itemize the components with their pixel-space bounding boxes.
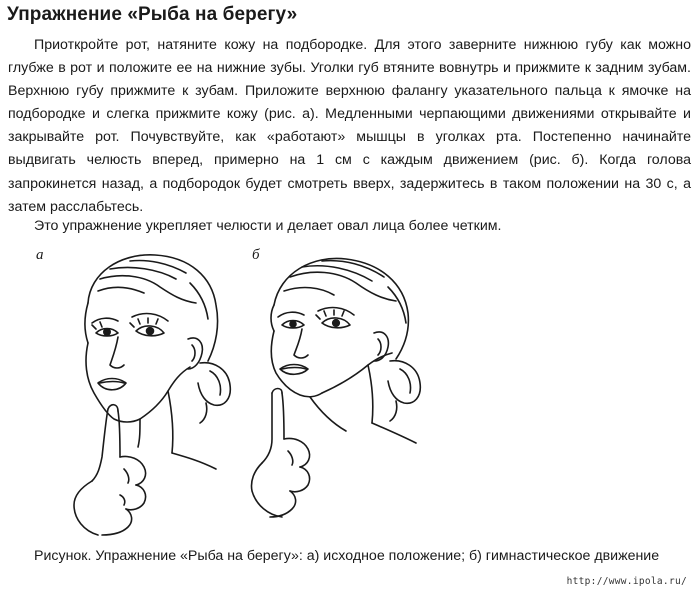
figure-caption: Рисунок. Упражнение «Рыба на берегу»: а) исходное положение; б) гимнастическое движение: [34, 548, 660, 564]
illustration-a-initial-position: [40, 243, 260, 543]
benefit-paragraph: Это упражнение укрепляет челюсти и делает овал лица более четким.: [34, 218, 502, 234]
page-title: Упражнение «Рыба на берегу»: [7, 4, 298, 25]
figure-b-label: б: [252, 247, 260, 263]
instruction-paragraph: Приоткройте рот, натяните кожу на подбородке. Для этого заверните нижнюю губу как можно глубже в рот и положите ее на нижние зубы. Уголки губ втяните вовнутрь и прижмите к задним зубам. Верхнюю губу прижмите к зубам. Приложите верхнюю фалангу указательного пальца к ямочке на подбородке и слегка прижмите кожу (рис. а). Медленными черпающими движениями открывайте и закрывайте рот. Почувствуйте, как «работают» мышцы в уголках рта. Постепенно начинайте выдвигать челюсть вперед, примерно на 1 см с каждым движением (рис. б). Когда голова запрокинется назад, а подбородок будет смотреть вверх, задержитесь в таком положении на 30 с, а затем расслабьтесь.: [8, 37, 691, 215]
figure-a-label: а: [36, 247, 44, 263]
illustration-b-gymnastic-movement: [250, 243, 450, 523]
source-watermark: http://www.ipola.ru/: [566, 576, 687, 587]
